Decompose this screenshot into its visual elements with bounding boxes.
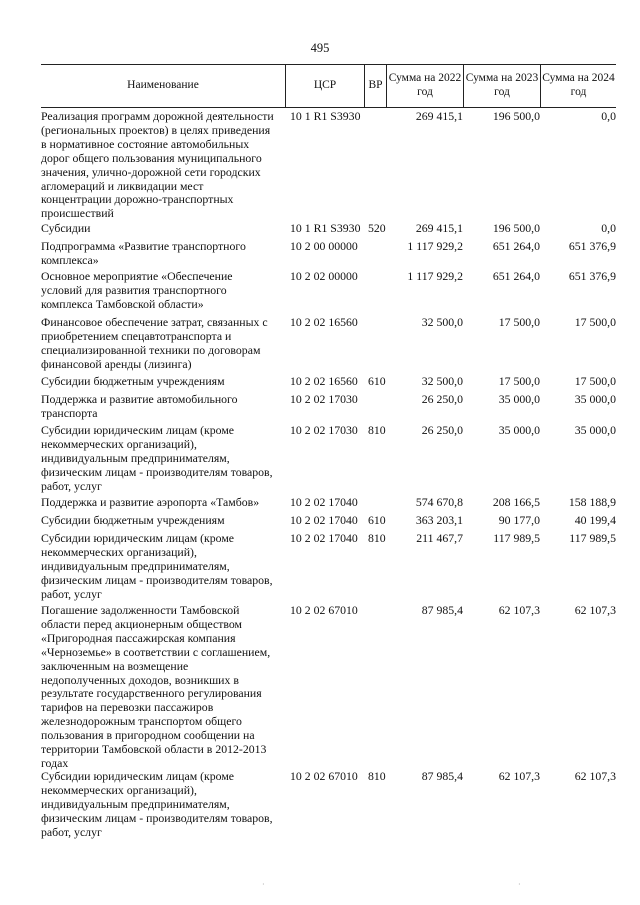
table-header bbox=[41, 64, 616, 108]
row-sum-2024: 651 376,9 bbox=[568, 239, 616, 253]
row-sum-2022: 269 415,1 bbox=[415, 221, 463, 235]
row-vr: 810 bbox=[368, 423, 386, 437]
row-name: Субсидии бюджетным учреждениям bbox=[41, 374, 225, 388]
row-sum-2024: 17 500,0 bbox=[574, 315, 616, 329]
row-sum-2023: 62 107,3 bbox=[498, 603, 540, 617]
row-sum-2023: 35 000,0 bbox=[498, 392, 540, 406]
row-name: Финансовое обеспечение затрат, связанных с приобретением спецавтотранспорта и специализированной техники по договорам финансовой аренды (лизинга) bbox=[41, 315, 268, 371]
row-sum-2024: 117 989,5 bbox=[569, 531, 616, 545]
row-csr: 10 2 02 17040 bbox=[290, 495, 358, 509]
row-name: Субсидии юридическим лицам (кроме некоммерческих организаций), индивидуальным предпринимателям, физическим лицам - производителям товаров, работ, услуг bbox=[41, 769, 273, 839]
header-sum-2023: Сумма на 2023 год bbox=[465, 72, 539, 98]
row-name: Субсидии bbox=[41, 221, 91, 235]
scan-speck: · bbox=[262, 880, 265, 889]
row-csr: 10 1 R1 S3930 bbox=[290, 109, 361, 123]
row-vr: 610 bbox=[368, 513, 386, 527]
row-sum-2023: 62 107,3 bbox=[498, 769, 540, 783]
row-sum-2022: 32 500,0 bbox=[421, 374, 463, 388]
row-sum-2022: 1 117 929,2 bbox=[407, 239, 463, 253]
row-sum-2024: 651 376,9 bbox=[568, 269, 616, 283]
row-vr: 810 bbox=[368, 769, 386, 783]
row-sum-2024: 0,0 bbox=[601, 221, 616, 235]
row-sum-2022: 87 985,4 bbox=[421, 603, 463, 617]
header-name: Наименование bbox=[127, 79, 199, 92]
row-sum-2022: 574 670,8 bbox=[415, 495, 463, 509]
row-sum-2023: 651 264,0 bbox=[492, 239, 540, 253]
row-sum-2022: 87 985,4 bbox=[421, 769, 463, 783]
row-csr: 10 2 02 00000 bbox=[290, 269, 358, 283]
row-sum-2023: 196 500,0 bbox=[492, 109, 540, 123]
row-sum-2024: 62 107,3 bbox=[574, 769, 616, 783]
row-vr: 810 bbox=[368, 531, 386, 545]
header-csr: ЦСР bbox=[313, 79, 337, 92]
row-csr: 10 2 02 17040 bbox=[290, 513, 358, 527]
row-sum-2024: 0,0 bbox=[601, 109, 616, 123]
row-sum-2023: 117 989,5 bbox=[493, 531, 540, 545]
row-name: Реализация программ дорожной деятельности (региональных проектов) в целях приведения в нормативное состояние автомобильных дорог общего пользования муниципального значения, улично-дорожной сети городских агломераций и ликвидации мест концентрации дорожно-транспортных происшествий bbox=[41, 109, 274, 221]
row-csr: 10 2 00 00000 bbox=[290, 239, 358, 253]
row-csr: 10 1 R1 S3930 bbox=[290, 221, 361, 235]
row-sum-2022: 269 415,1 bbox=[415, 109, 463, 123]
row-sum-2024: 35 000,0 bbox=[574, 392, 616, 406]
row-sum-2022: 363 203,1 bbox=[415, 513, 463, 527]
row-sum-2022: 26 250,0 bbox=[421, 423, 463, 437]
row-sum-2024: 40 199,4 bbox=[574, 513, 616, 527]
row-sum-2023: 35 000,0 bbox=[498, 423, 540, 437]
row-csr: 10 2 02 67010 bbox=[290, 769, 358, 783]
row-sum-2023: 17 500,0 bbox=[498, 374, 540, 388]
row-sum-2023: 651 264,0 bbox=[492, 269, 540, 283]
row-sum-2022: 26 250,0 bbox=[421, 392, 463, 406]
row-sum-2023: 208 166,5 bbox=[492, 495, 540, 509]
header-vr: ВР bbox=[368, 79, 383, 92]
row-sum-2022: 32 500,0 bbox=[421, 315, 463, 329]
row-name: Субсидии бюджетным учреждениям bbox=[41, 513, 225, 527]
row-sum-2023: 17 500,0 bbox=[498, 315, 540, 329]
row-csr: 10 2 02 17040 bbox=[290, 531, 358, 545]
row-vr: 520 bbox=[368, 221, 386, 235]
row-sum-2024: 158 188,9 bbox=[568, 495, 616, 509]
row-vr: 610 bbox=[368, 374, 386, 388]
header-sum-2024: Сумма на 2024 год bbox=[542, 72, 615, 98]
row-csr: 10 2 02 67010 bbox=[290, 603, 358, 617]
row-sum-2023: 196 500,0 bbox=[492, 221, 540, 235]
row-csr: 10 2 02 16560 bbox=[290, 315, 358, 329]
row-name: Субсидии юридическим лицам (кроме некоммерческих организаций), индивидуальным предпринимателям, физическим лицам - производителям товаров, работ, услуг bbox=[41, 531, 273, 601]
row-csr: 10 2 02 17030 bbox=[290, 392, 358, 406]
row-sum-2024: 62 107,3 bbox=[574, 603, 616, 617]
row-name: Погашение задолженности Тамбовской области перед акционерным обществом «Пригородная пассажирская компания «Черноземье» в соответствии с соглашением, заключенным на возмещение недополученных доходов, возникших в результате государственного регулирования тарифов на перевозки пассажиров железнодорожным транспортом общего пользования в пригородном сообщении на территории Тамбовской области в 2012-2013 годах bbox=[41, 603, 271, 770]
row-sum-2023: 90 177,0 bbox=[498, 513, 540, 527]
row-sum-2024: 17 500,0 bbox=[574, 374, 616, 388]
row-name: Подпрограмма «Развитие транспортного комплекса» bbox=[41, 239, 246, 267]
row-name: Основное мероприятие «Обеспечение условий для развития транспортного комплекса Тамбовской области» bbox=[41, 269, 233, 311]
page-number: 495 bbox=[310, 41, 330, 55]
header-sum-2022: Сумма на 2022 год bbox=[388, 72, 462, 98]
row-name: Поддержка и развитие автомобильного транспорта bbox=[41, 392, 238, 420]
row-name: Субсидии юридическим лицам (кроме некоммерческих организаций), индивидуальным предпринимателям, физическим лицам - производителям товаров, работ, услуг bbox=[41, 423, 273, 493]
row-name: Поддержка и развитие аэропорта «Тамбов» bbox=[41, 495, 260, 509]
row-sum-2022: 1 117 929,2 bbox=[407, 269, 463, 283]
row-csr: 10 2 02 17030 bbox=[290, 423, 358, 437]
row-sum-2024: 35 000,0 bbox=[574, 423, 616, 437]
row-sum-2022: 211 467,7 bbox=[416, 531, 463, 545]
scan-speck: · bbox=[518, 880, 521, 889]
row-csr: 10 2 02 16560 bbox=[290, 374, 358, 388]
